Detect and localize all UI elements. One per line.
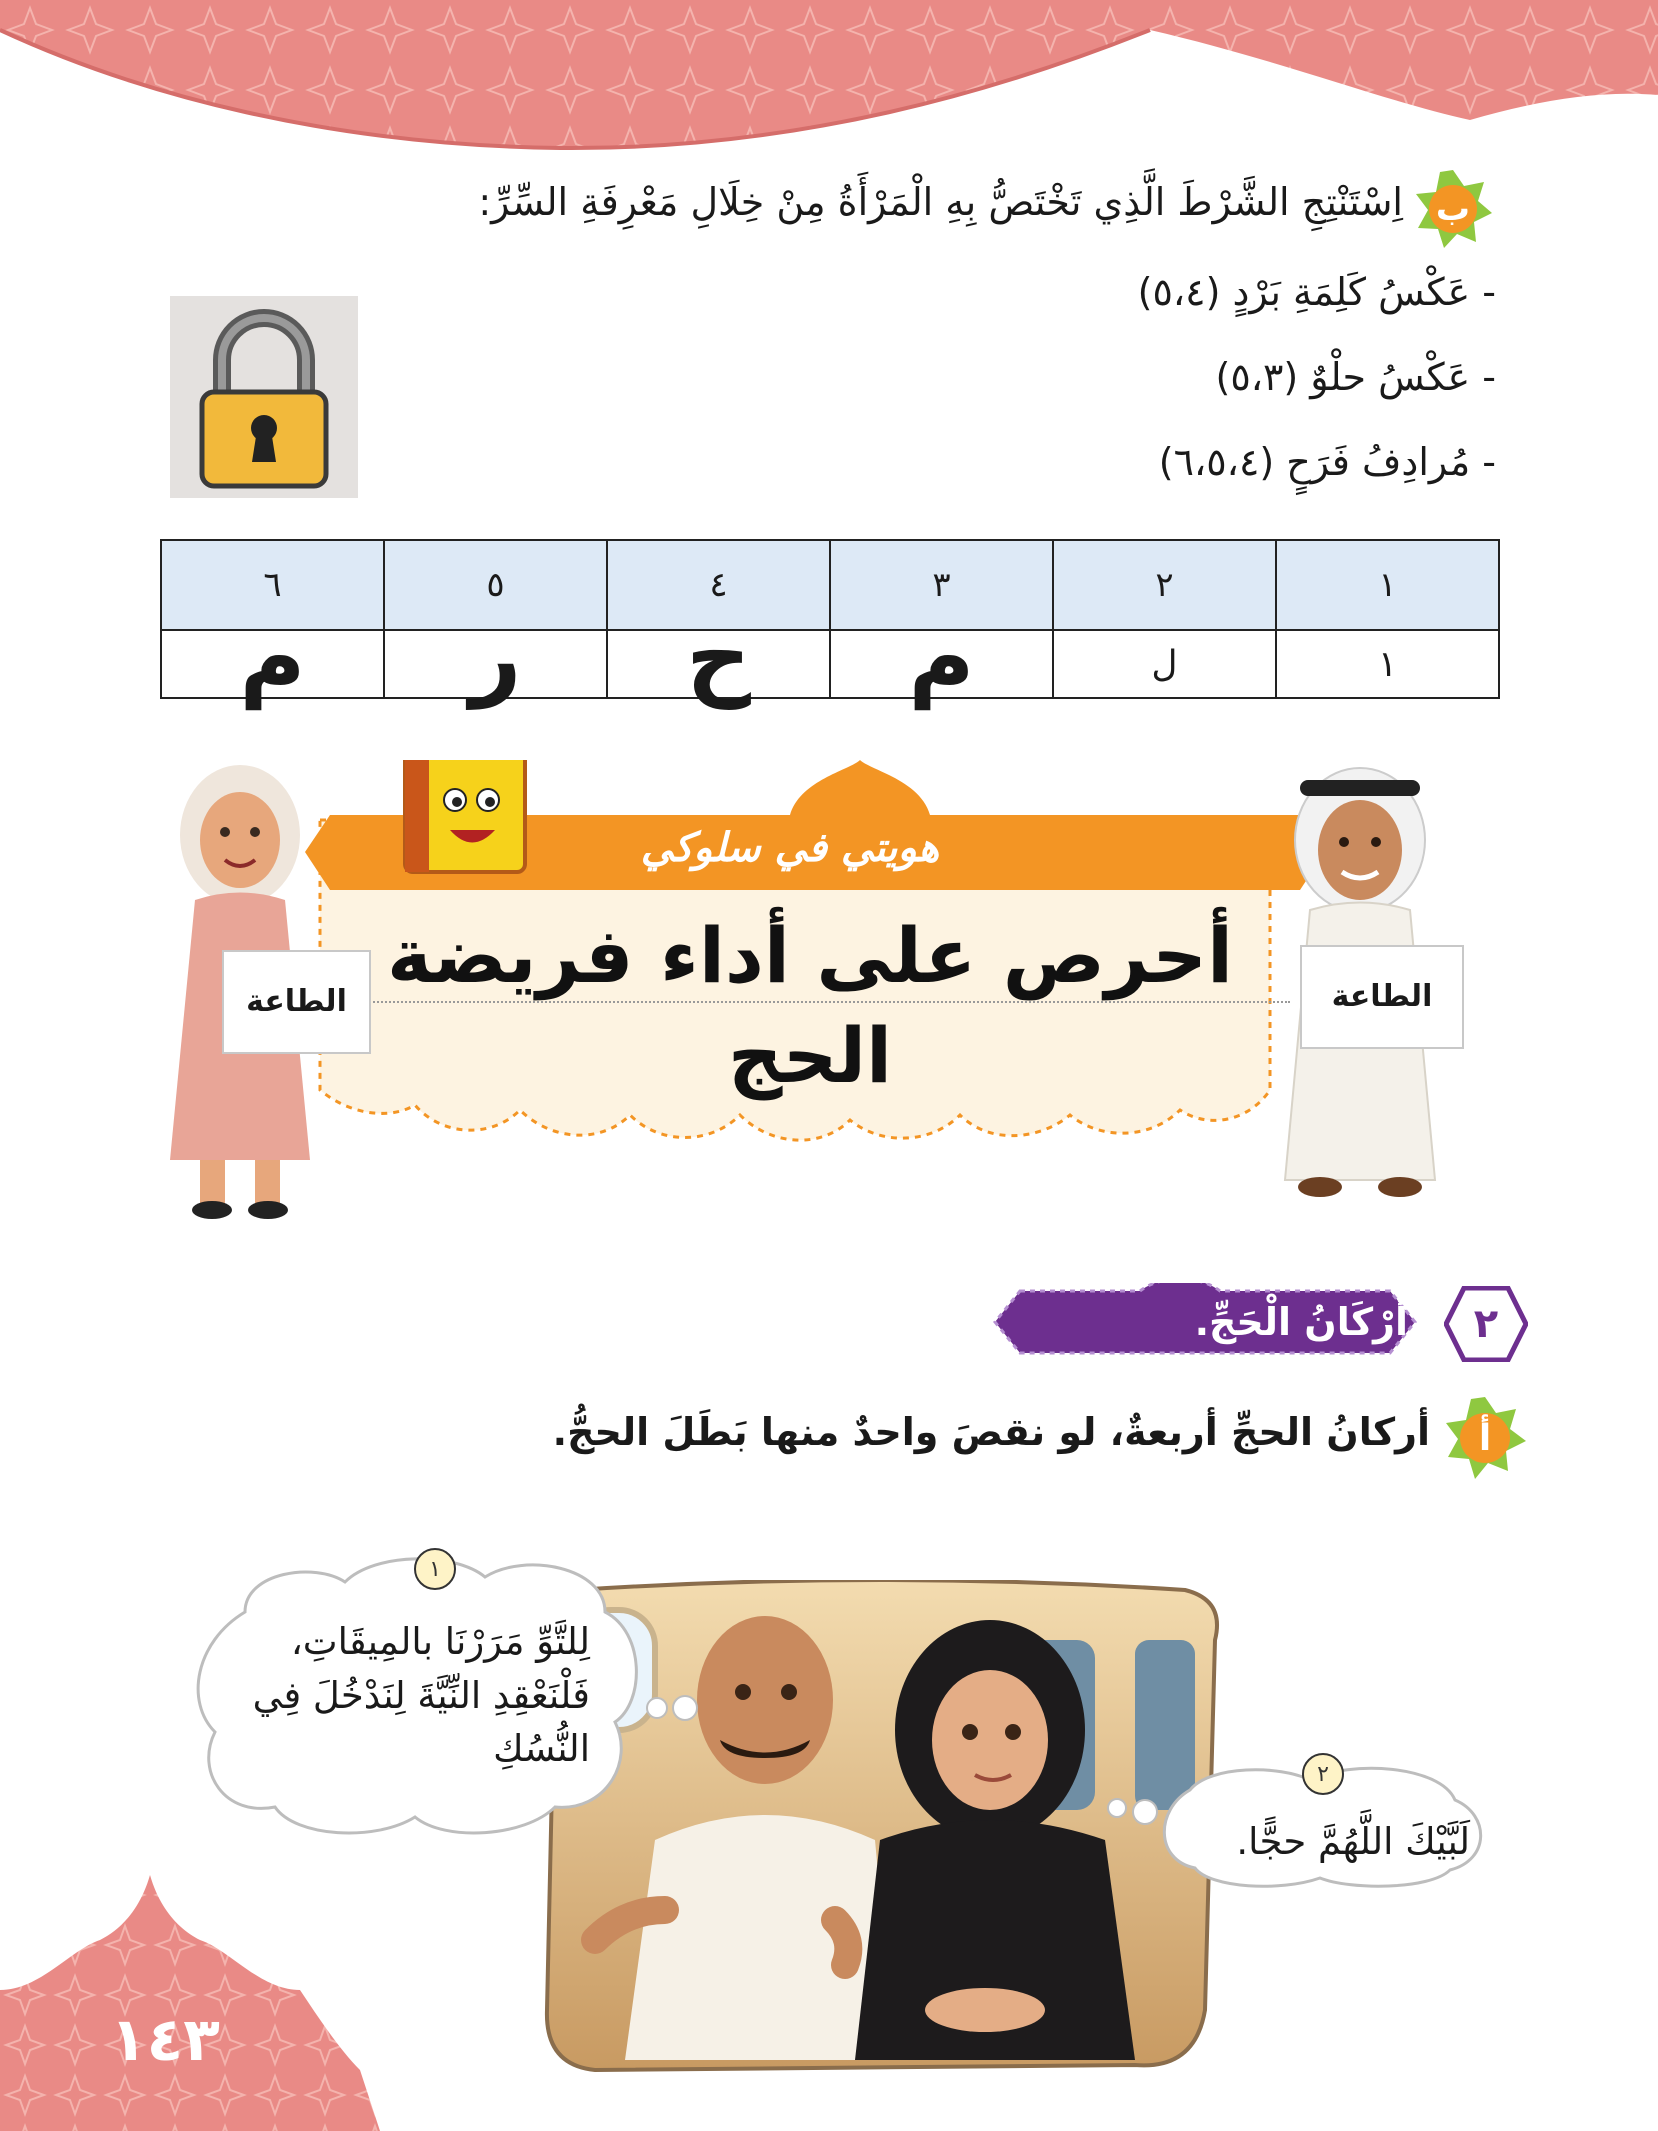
bubble-1-number bbox=[414, 1548, 456, 1590]
section-title: أَرْكَانُ الْحَجِّ. bbox=[1194, 1300, 1408, 1344]
table-header-cell: ٣ bbox=[830, 540, 1053, 630]
item-a-badge bbox=[1442, 1395, 1528, 1481]
item-a-text: أركانُ الحجِّ أربعةٌ، لو نقصَ واحدٌ منها بَطَلَ الحجُّ. bbox=[552, 1410, 1430, 1454]
table-value-cell: ١ bbox=[1276, 630, 1499, 698]
table-value-cell[interactable] bbox=[607, 605, 830, 710]
table-value-cell[interactable] bbox=[830, 605, 1053, 710]
bubble-1-line: النُّسُكِ bbox=[493, 1727, 590, 1771]
table-header-cell: ٦ bbox=[161, 540, 384, 630]
exercise-b-label: ب bbox=[1435, 189, 1471, 229]
table-header-cell: ٤ bbox=[607, 540, 830, 630]
banner-title-line1: أحرص على أداء فريضة bbox=[330, 910, 1290, 1003]
section-number-badge bbox=[1444, 1286, 1528, 1362]
hint-item: - عَكْسُ حلْوٌ (٥،٣) bbox=[1215, 355, 1496, 399]
item-a-label: أ bbox=[1478, 1417, 1492, 1459]
mosque-corner-decoration bbox=[0, 1870, 380, 2131]
table-header-cell: ١ bbox=[1276, 540, 1499, 630]
bubble-2-number-text: ٢ bbox=[1317, 1761, 1329, 1787]
banner-tag: هويتي في سلوكي bbox=[640, 825, 940, 871]
section-number: ٢ bbox=[1473, 1301, 1499, 1347]
handwritten-letter: م bbox=[908, 605, 975, 710]
top-decorative-band bbox=[0, 0, 1658, 170]
table-header-cell: ٢ bbox=[1053, 540, 1276, 630]
handwritten-letter: ح bbox=[686, 605, 751, 710]
handwritten-letter: ر bbox=[469, 605, 522, 710]
exercise-b-badge bbox=[1412, 168, 1494, 250]
table-value-cell[interactable] bbox=[161, 605, 384, 710]
code-table bbox=[160, 539, 1500, 710]
padlock-icon bbox=[170, 296, 358, 498]
exercise-b-question: اِسْتَنْتِجِ الشَّرْطَ الَّذِي تَخْتَصُّ بِهِ الْمَرْأَةُ مِنْ خِلَالِ مَعْرِفَةِ السِّرِّ: bbox=[478, 180, 1403, 224]
girl-sign: الطاعة bbox=[222, 950, 371, 1054]
bubble-1-text bbox=[210, 1615, 590, 1776]
bubble-1-line: فَلْنَعْقِدِ النِّيَّةَ لِنَدْخُلَ فِي bbox=[252, 1673, 590, 1717]
bubble-2-text: لَبَّيْكَ اللَّهُمَّ حجًّا. bbox=[1236, 1820, 1470, 1863]
table-header-cell: ٥ bbox=[384, 540, 607, 630]
hint-item: - عَكْسُ كَلِمَةِ بَرْدٍ (٥،٤) bbox=[1137, 270, 1496, 314]
table-value-cell: ل bbox=[1053, 630, 1276, 698]
book-mascot bbox=[405, 760, 525, 872]
boy-sign: الطاعة bbox=[1300, 945, 1464, 1049]
page-number: ١٤٣ bbox=[110, 2005, 220, 2075]
banner-title-line2: الحج bbox=[727, 1011, 893, 1100]
thought-dots bbox=[1105, 1790, 1165, 1830]
bubble-1-number-text: ١ bbox=[429, 1556, 441, 1582]
hint-item: - مُرادِفُ فَرَحٍ (٦،٥،٤) bbox=[1158, 440, 1496, 484]
bubble-2-number bbox=[1302, 1753, 1344, 1795]
thought-dots bbox=[645, 1688, 705, 1728]
handwritten-letter: م bbox=[239, 605, 306, 710]
table-value-cell[interactable] bbox=[384, 605, 607, 710]
bubble-1-line: لِلتَّوِّ مَرَرْنَا بالمِيقَاتِ، bbox=[290, 1620, 590, 1663]
